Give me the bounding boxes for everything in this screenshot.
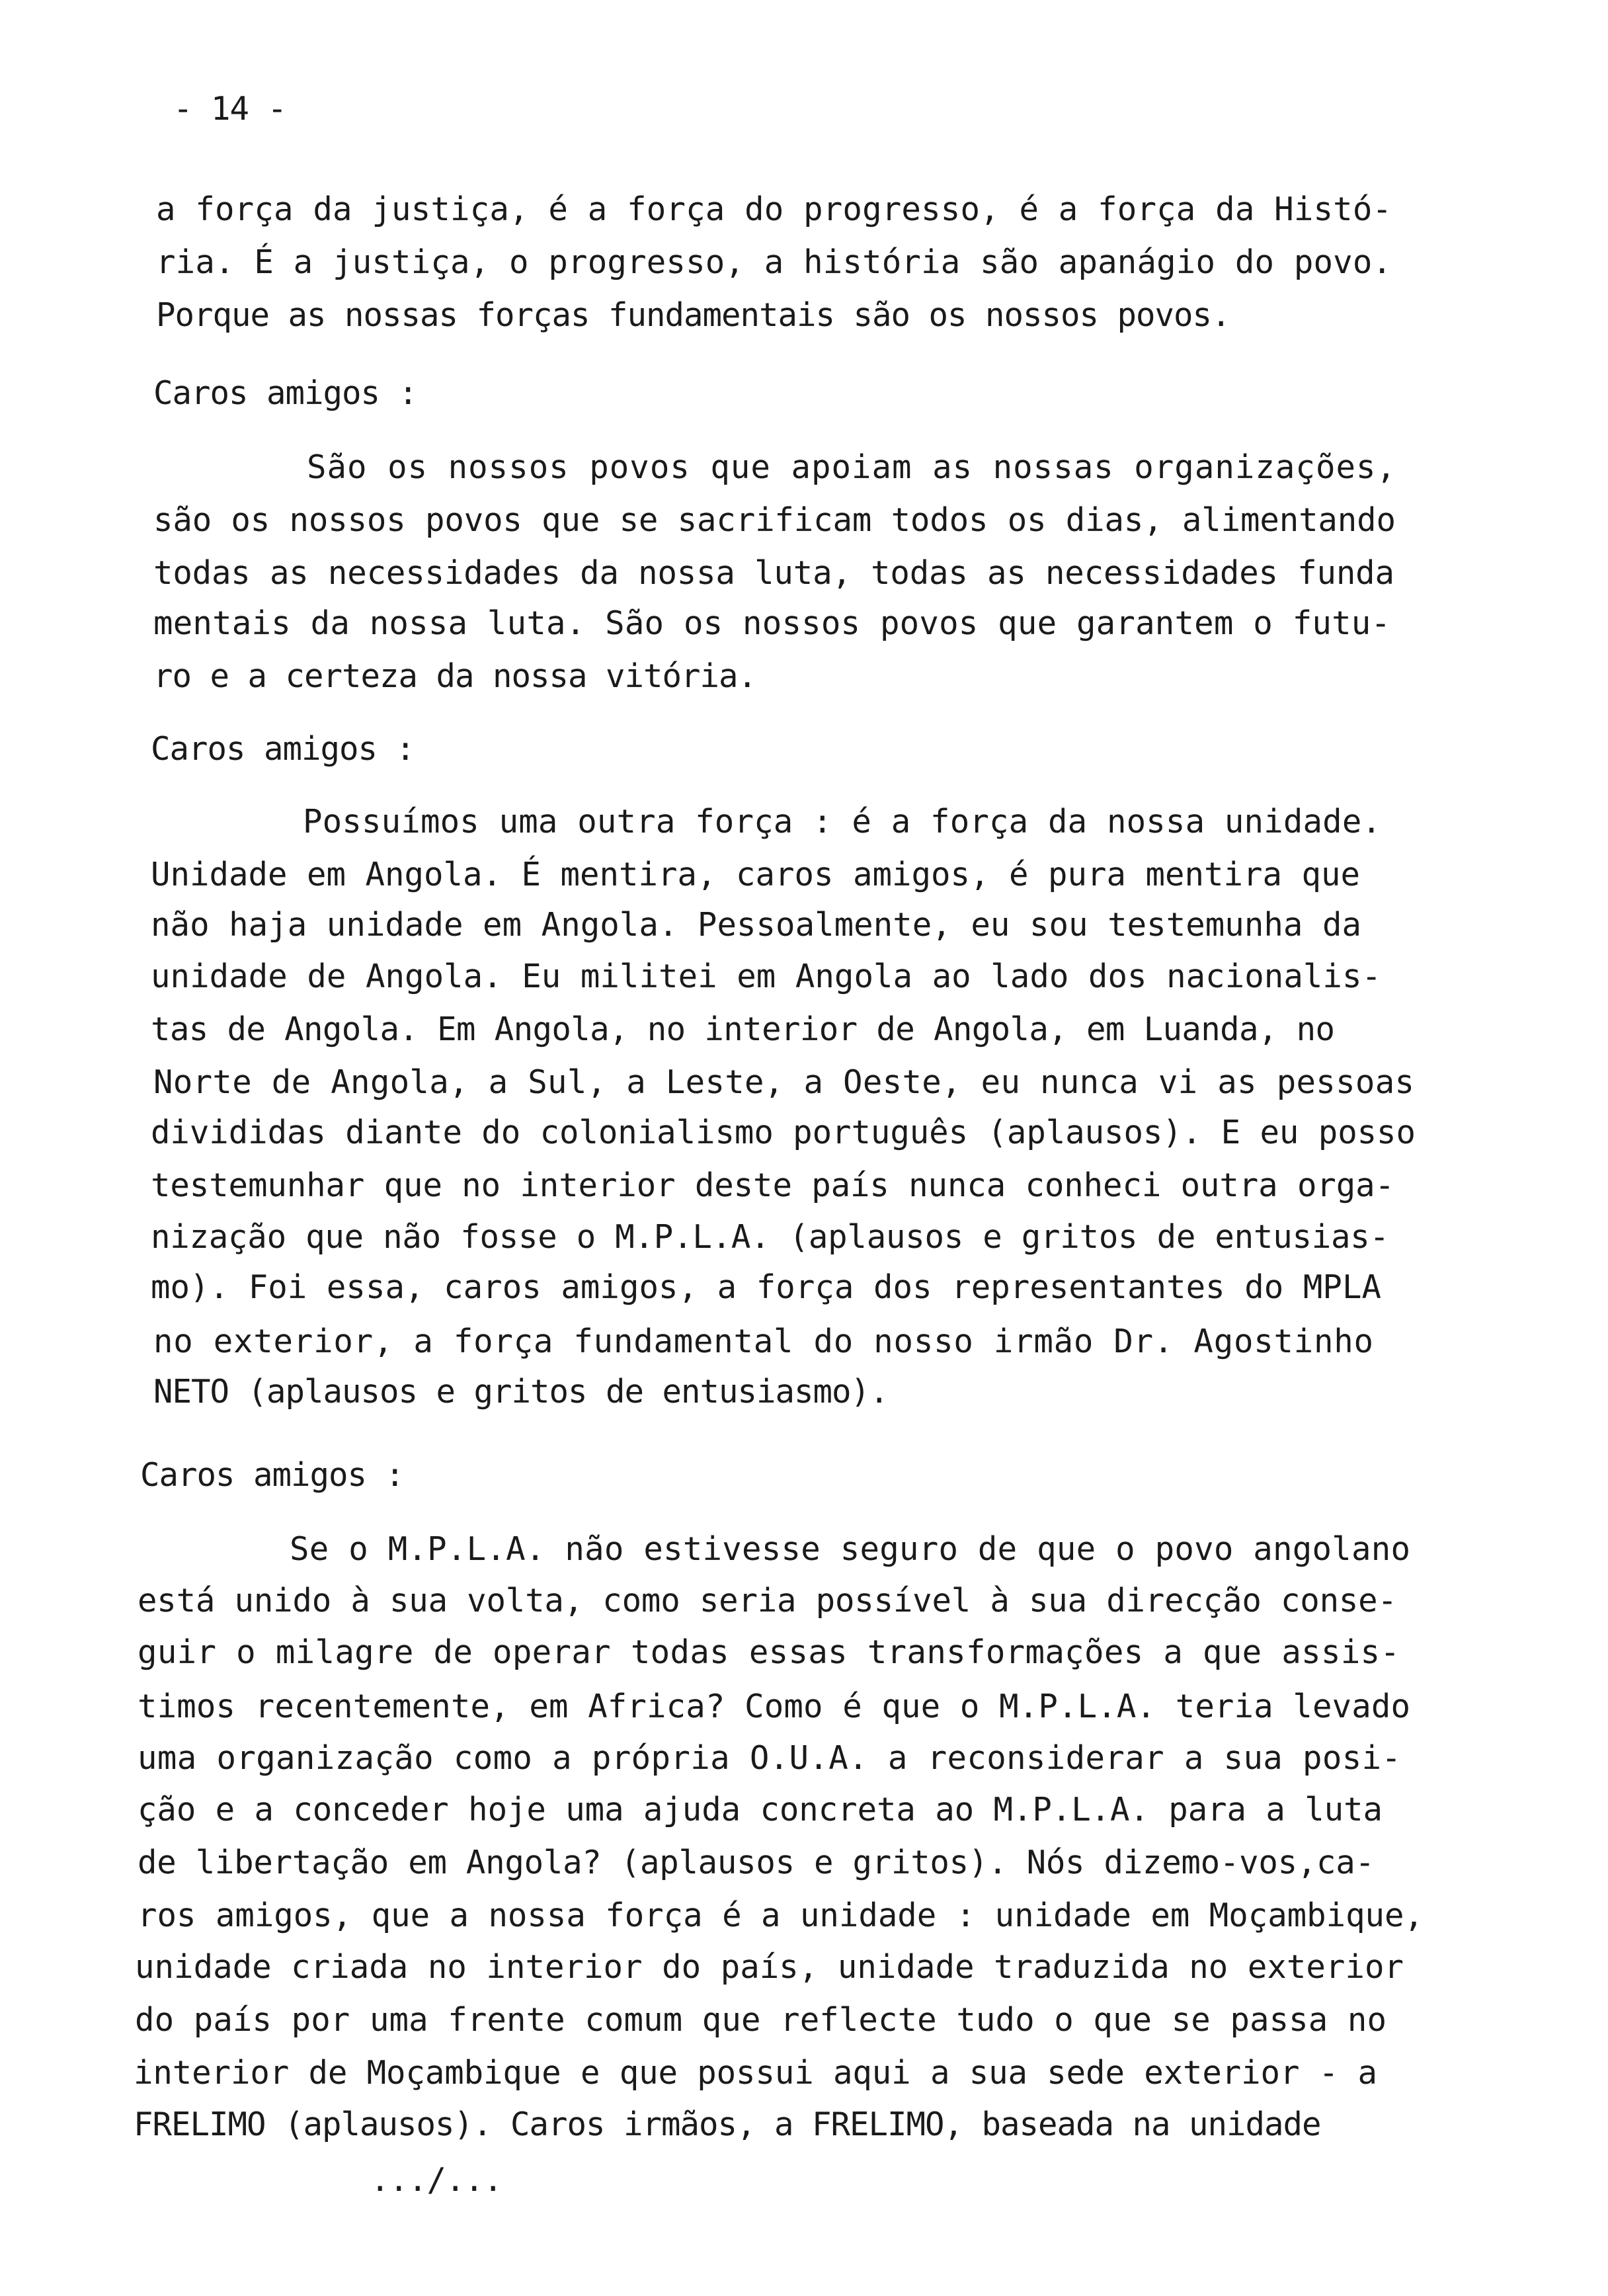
text-line: mentais da nossa luta. São os nossos povos que garantem o futu-: [153, 604, 1391, 642]
text-line: testemunhar que no interior deste país nunca conheci outra orga-: [151, 1167, 1394, 1204]
text-line: Norte de Angola, a Sul, a Leste, a Oeste, eu nunca vi as pessoas: [153, 1063, 1415, 1101]
text-line: unidade criada no interior do país, unidade traduzida no exterior: [135, 1948, 1404, 1986]
text-line: não haja unidade em Angola. Pessoalmente, eu sou testemunha da: [151, 906, 1362, 944]
text-line: ção e a conceder hoje uma ajuda concreta ao M.P.L.A. para a luta: [138, 1791, 1383, 1828]
text-line: FRELIMO (aplausos). Caros irmãos, a FRELIMO, baseada na unidade: [134, 2106, 1321, 2143]
text-line: Possuímos uma outra força : é a força da nossa unidade.: [303, 803, 1382, 840]
text-line: tas de Angola. Em Angola, no interior de Angola, em Luanda, no: [151, 1010, 1335, 1048]
text-line: timos recentemente, em Africa? Como é que o M.P.L.A. teria levado: [138, 1688, 1411, 1725]
text-line: unidade de Angola. Eu militei em Angola ao lado dos nacionalis-: [151, 958, 1382, 995]
text-line: no exterior, a força fundamental do nosso irmão Dr. Agostinho: [153, 1323, 1374, 1360]
text-line: Caros amigos :: [140, 1456, 405, 1494]
text-line: interior de Moçambique e que possui aqui a sua sede exterior - a: [134, 2054, 1377, 2092]
text-line: Se o M.P.L.A. não estivesse seguro de que o povo angolano: [290, 1530, 1411, 1568]
text-line: nização que não fosse o M.P.L.A. (aplausos e gritos de entusias-: [151, 1218, 1389, 1256]
text-line: Caros amigos :: [151, 730, 415, 768]
continuation-mark: .../...: [370, 2161, 502, 2199]
text-line: Porque as nossas forças fundamentais são os nossos povos.: [156, 296, 1230, 334]
page-number: - 14 -: [173, 90, 287, 128]
text-line: de libertação em Angola? (aplausos e gritos). Nós dizemo-vos,ca-: [138, 1844, 1375, 1881]
text-line: a força da justiça, é a força do progresso, é a força da Histó-: [156, 190, 1392, 228]
text-line: divididas diante do colonialismo português (aplausos). E eu posso: [151, 1114, 1416, 1151]
text-line: do país por uma frente comum que reflecte tudo o que se passa no: [135, 2001, 1387, 2039]
text-line: Unidade em Angola. É mentira, caros amigos, é pura mentira que: [151, 856, 1360, 893]
text-line: São os nossos povos que apoiam as nossas organizações,: [307, 448, 1397, 486]
text-line: guir o milagre de operar todas essas transformações a que assis-: [138, 1633, 1400, 1671]
text-line: ros amigos, que a nossa força é a unidade : unidade em Moçambique,: [138, 1897, 1424, 1934]
text-line: ro e a certeza da nossa vitória.: [153, 657, 757, 695]
text-line: todas as necessidades da nossa luta, todas as necessidades funda: [153, 554, 1394, 592]
text-line: está unido à sua volta, como seria possível à sua direcção conse-: [138, 1582, 1397, 1620]
text-line: uma organização como a própria O.U.A. a reconsiderar a sua posi-: [138, 1739, 1402, 1777]
text-line: mo). Foi essa, caros amigos, a força dos representantes do MPLA: [151, 1268, 1382, 1306]
text-line: são os nossos povos que se sacrificam todos os dias, alimentando: [153, 501, 1396, 539]
text-line: Caros amigos :: [153, 374, 418, 412]
text-line: ria. É a justiça, o progresso, a história são apanágio do povo.: [156, 243, 1392, 281]
text-line: NETO (aplausos e gritos de entusiasmo).: [153, 1373, 889, 1411]
